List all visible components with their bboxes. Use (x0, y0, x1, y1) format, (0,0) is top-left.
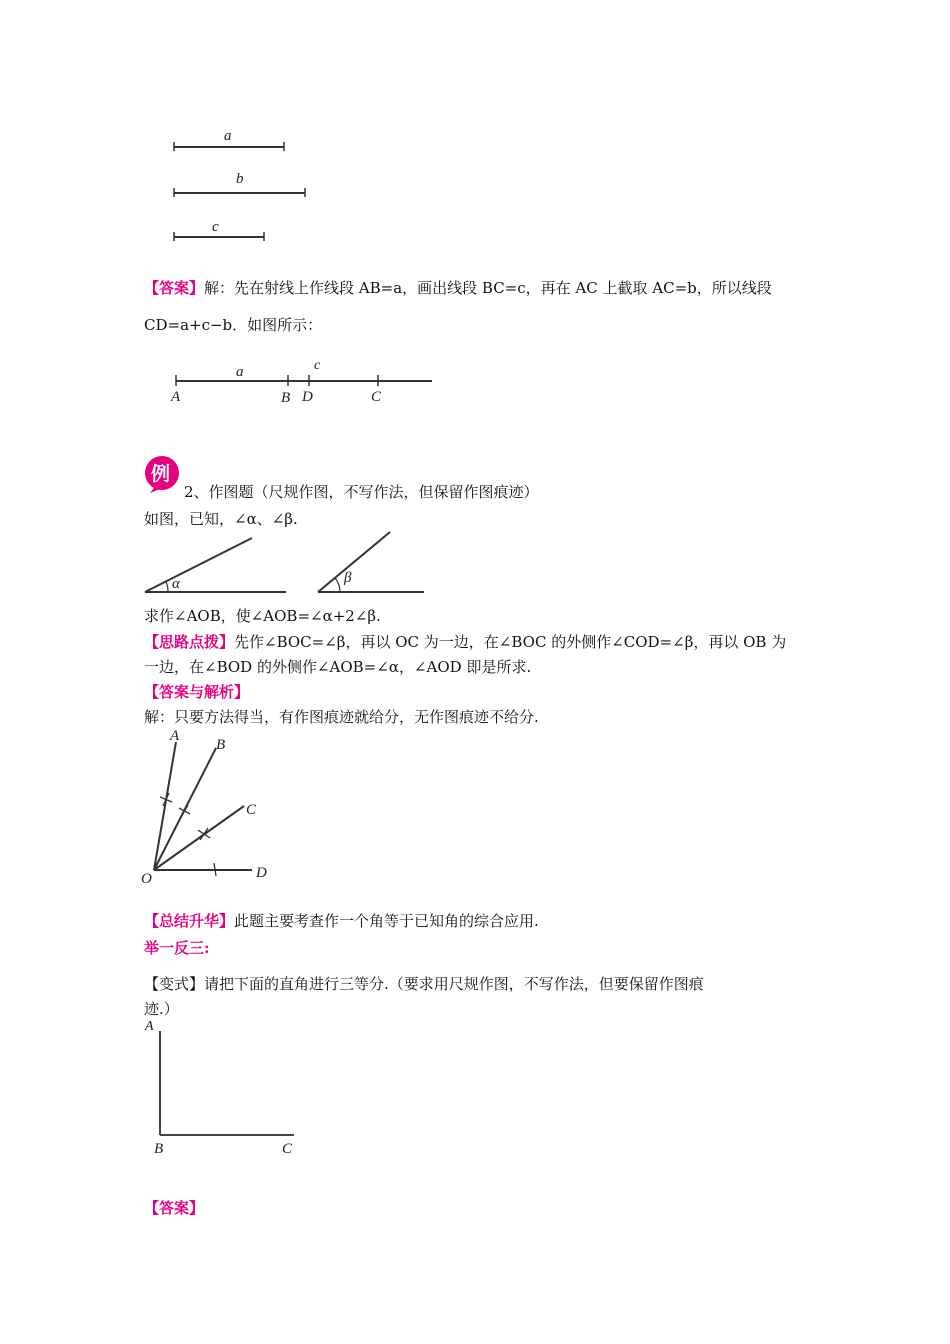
construction-figure (138, 722, 288, 892)
answer1-line2: CD=a+c−b．如图所示： (144, 316, 323, 334)
angles-figure (142, 530, 442, 600)
hint-line1 (144, 631, 786, 653)
summary-line (144, 910, 539, 932)
right-angle-A-label: A (145, 1019, 154, 1034)
answer1-text1: 解：先在射线上作线段 AB=a，画出线段 BC=c，再在 AC 上截取 AC=b，所以线段 (204, 279, 772, 297)
summary-tag: 【总结升华】 (144, 912, 235, 930)
point-C-label: C (371, 389, 382, 405)
point-B-label: B (281, 390, 291, 406)
construction-D-label: D (256, 865, 267, 881)
answer1-tag: 【答案】 (144, 279, 205, 297)
segment-b-label: b (236, 171, 244, 187)
line-c-label: c (314, 358, 321, 373)
right-angle-B-label: B (154, 1141, 164, 1157)
point-D-label: D (302, 389, 313, 405)
final-answer-tag: 【答案】 (144, 1199, 205, 1217)
example-badge-icon (144, 455, 182, 493)
variant-text1: 请把下面的直角进行三等分.（要求用尺规作图，不写作法，但要保留作图痕 (204, 975, 704, 993)
construction-A-label: A (170, 728, 180, 744)
variant-line2: 迹.） (144, 1000, 179, 1018)
alpha-label: α (172, 576, 180, 592)
right-angle-figure (142, 1015, 312, 1160)
segment-c-label: c (212, 219, 219, 235)
example2-title: 2、作图题（尺规作图，不写作法，但保留作图痕迹） (184, 483, 539, 501)
answer1-line1 (144, 277, 772, 299)
segments-figure (170, 120, 330, 250)
line-figure (170, 355, 440, 410)
example2-task: 求作∠AOB，使∠AOB=∠α+2∠β. (144, 607, 381, 625)
summary-text: 此题主要考查作一个角等于已知角的综合应用. (234, 912, 539, 930)
construction-B-label: B (216, 737, 226, 753)
answer2-text: 解：只要方法得当，有作图痕迹就给分，无作图痕迹不给分. (144, 708, 539, 726)
example2-given: 如图，已知，∠α、∠β. (144, 510, 298, 528)
beta-label: β (344, 570, 352, 586)
point-A-label: A (171, 389, 181, 405)
variant-line1 (144, 973, 704, 995)
right-angle-C-label: C (282, 1141, 293, 1157)
practice-heading: 举一反三: (144, 939, 210, 957)
line-a-label: a (236, 364, 244, 380)
example-badge-label: 例 (151, 463, 171, 485)
segment-a-label: a (224, 128, 232, 144)
hint-line2: 一边，在∠BOD 的外侧作∠AOB=∠α，∠AOD 即是所求. (144, 658, 532, 676)
variant-tag: 【变式】 (144, 975, 205, 993)
answer2-tag: 【答案与解析】 (144, 683, 250, 701)
hint-text1: 先作∠BOC=∠β，再以 OC 为一边，在∠BOC 的外侧作∠COD=∠β，再以 OB 为 (234, 633, 787, 651)
construction-C-label: C (246, 802, 257, 818)
construction-O-label: O (141, 871, 152, 887)
hint-tag: 【思路点拨】 (144, 633, 235, 651)
